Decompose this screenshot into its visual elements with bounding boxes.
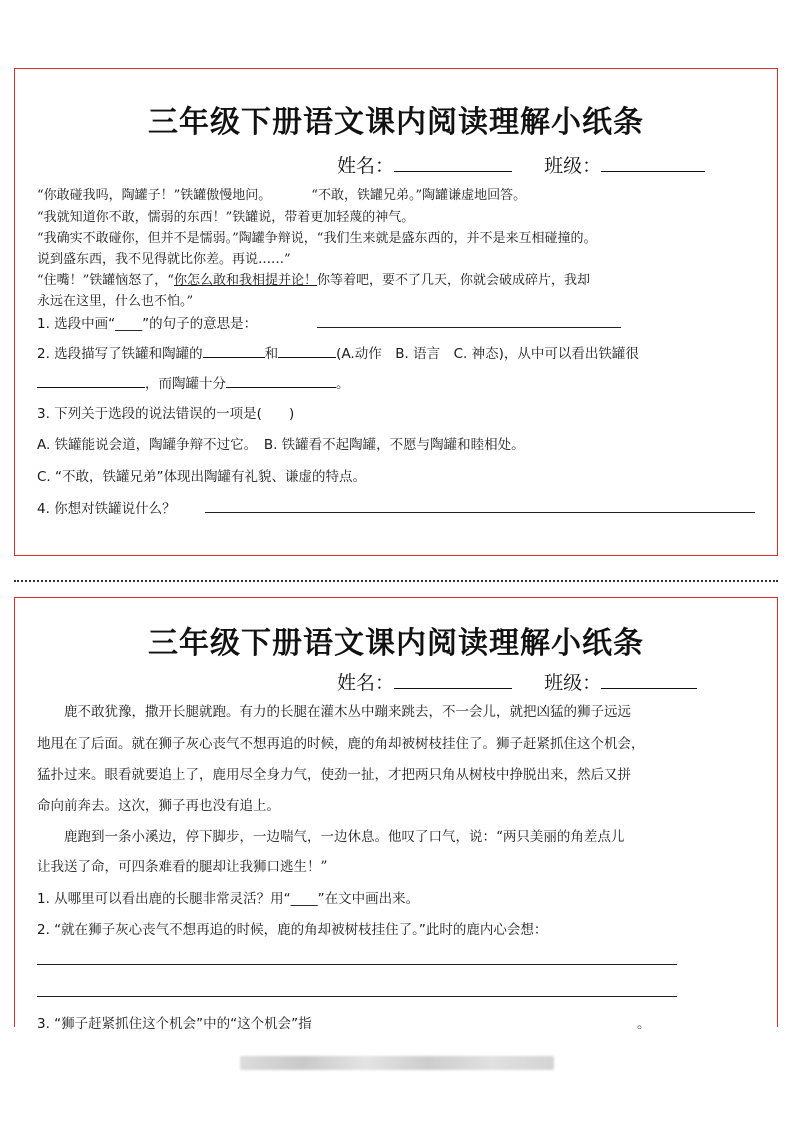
answer-blank-q2-2[interactable] [278,341,336,358]
passage-line-2: “我就知道你不敢，懦弱的东西！”铁罐说，带着更加轻蔑的神气。 [37,210,415,225]
question-3: 3. 下列关于选段的说法错误的一项是( ) [37,406,295,422]
class-label: 班级： [544,155,602,177]
card1-name-row [337,151,705,178]
passage-line-5a: “住嘴！”铁罐恼怒了，“ [37,273,174,288]
passage-line-4: 说到盛东西，我不见得就比你差。再说……” [37,252,291,267]
question-2: 2. “就在狮子灰心丧气不想再追的时候，鹿的角却被树枝挂住了。”此时的鹿内心会想： [37,922,548,938]
worksheet-card-2 [14,597,778,1032]
class-label: 班级： [544,672,602,694]
passage-line-3: 猛扑过来。眼看就要追上了，鹿用尽全身力气，使劲一扯，才把两只角从树枝中挣脱出来，然后又拼 [37,767,631,783]
passage-line-1a: “你敢碰我吗，陶罐子！”铁罐傲慢地问。 [37,188,272,203]
name-label: 姓名： [337,155,395,177]
passage-line-1b: “不敢，铁罐兄弟。”陶罐谦虚地回答。 [311,188,527,203]
passage-line-5 [37,269,590,288]
question-1: 1. 从哪里可以看出鹿的长腿非常灵活？用“____”在文中画出来。 [37,891,420,907]
dotted-divider [14,580,778,582]
answer-line-q2-2[interactable] [37,996,677,997]
answer-line-q4[interactable] [205,512,755,513]
card2-title: 三年级下册语文课内阅读理解小纸条 [148,626,644,661]
class-blank[interactable] [601,672,697,689]
answer-blank-q2-3[interactable] [37,371,145,388]
question-3-end: 。 [637,1016,651,1032]
name-blank[interactable] [394,672,512,689]
question-1: 1. 选段中画“____”的句子的意思是： [37,316,258,332]
passage-line-4: 命向前奔去。这次，狮子再也没有追上。 [37,798,280,814]
question-2-part-d: ，而陶罐十分 [145,376,226,392]
answer-line-q1[interactable] [317,327,621,328]
passage-line-1 [37,184,526,203]
blurred-footer-text [240,1056,554,1070]
option-c: C. “不敢，铁罐兄弟”体现出陶罐有礼貌、谦虚的特点。 [37,469,366,485]
answer-blank-q2-1[interactable] [203,341,265,358]
answer-line-q2-1[interactable] [37,964,677,965]
passage-line-2: 地甩在了后面。就在狮子灰心丧气不想再追的时候，鹿的角却被树枝挂住了。狮子赶紧抓住这个机会， [37,736,645,752]
passage-line-1: 鹿不敢犹豫，撒开长腿就跑。有力的长腿在灌木丛中蹦来跳去，不一会儿，就把凶猛的狮子远远 [37,704,631,720]
question-2-line-2 [37,371,350,392]
question-2-part-c: (A.动作 B. 语言 C. 神态)，从中可以看出铁罐很 [336,346,639,362]
question-2-part-e: 。 [336,376,350,392]
question-2-part-a: 2. 选段描写了铁罐和陶罐的 [37,346,203,362]
card2-name-row [337,668,697,695]
answer-blank-q2-4[interactable] [226,371,336,388]
question-2 [37,341,639,362]
passage-line-6: 让我送了命，可四条难看的腿却让我狮口逃生！” [37,859,328,875]
worksheet-card-1 [14,68,778,556]
option-a-b: A. 铁罐能说会道，陶罐争辩不过它。 B. 铁罐看不起陶罐，不愿与陶罐和睦相处。 [37,437,525,453]
passage-line-6: 永远在这里，什么也不怕。” [37,294,194,309]
passage-line-3: “我确实不敢碰你，但并不是懦弱。”陶罐争辩说，“我们生来就是盛东西的，并不是来互相碰撞的。 [37,231,597,246]
card1-title: 三年级下册语文课内阅读理解小纸条 [148,105,644,140]
name-label: 姓名： [337,672,395,694]
class-blank[interactable] [601,155,705,172]
question-2-part-b: 和 [264,346,279,362]
question-3: 3. “狮子赶紧抓住这个机会”中的“这个机会”指 [37,1016,312,1032]
name-blank[interactable] [394,155,512,172]
question-4: 4. 你想对铁罐说什么？ [37,501,176,517]
passage-line-5: 鹿跑到一条小溪边，停下脚步，一边喘气，一边休息。他叹了口气，说：“两只美丽的角差点儿 [37,829,625,845]
underlined-sentence: 你怎么敢和我相提并论！ [173,273,317,288]
passage-line-5c: 你等着吧，要不了几天，你就会破成碎片，我却 [316,273,590,288]
